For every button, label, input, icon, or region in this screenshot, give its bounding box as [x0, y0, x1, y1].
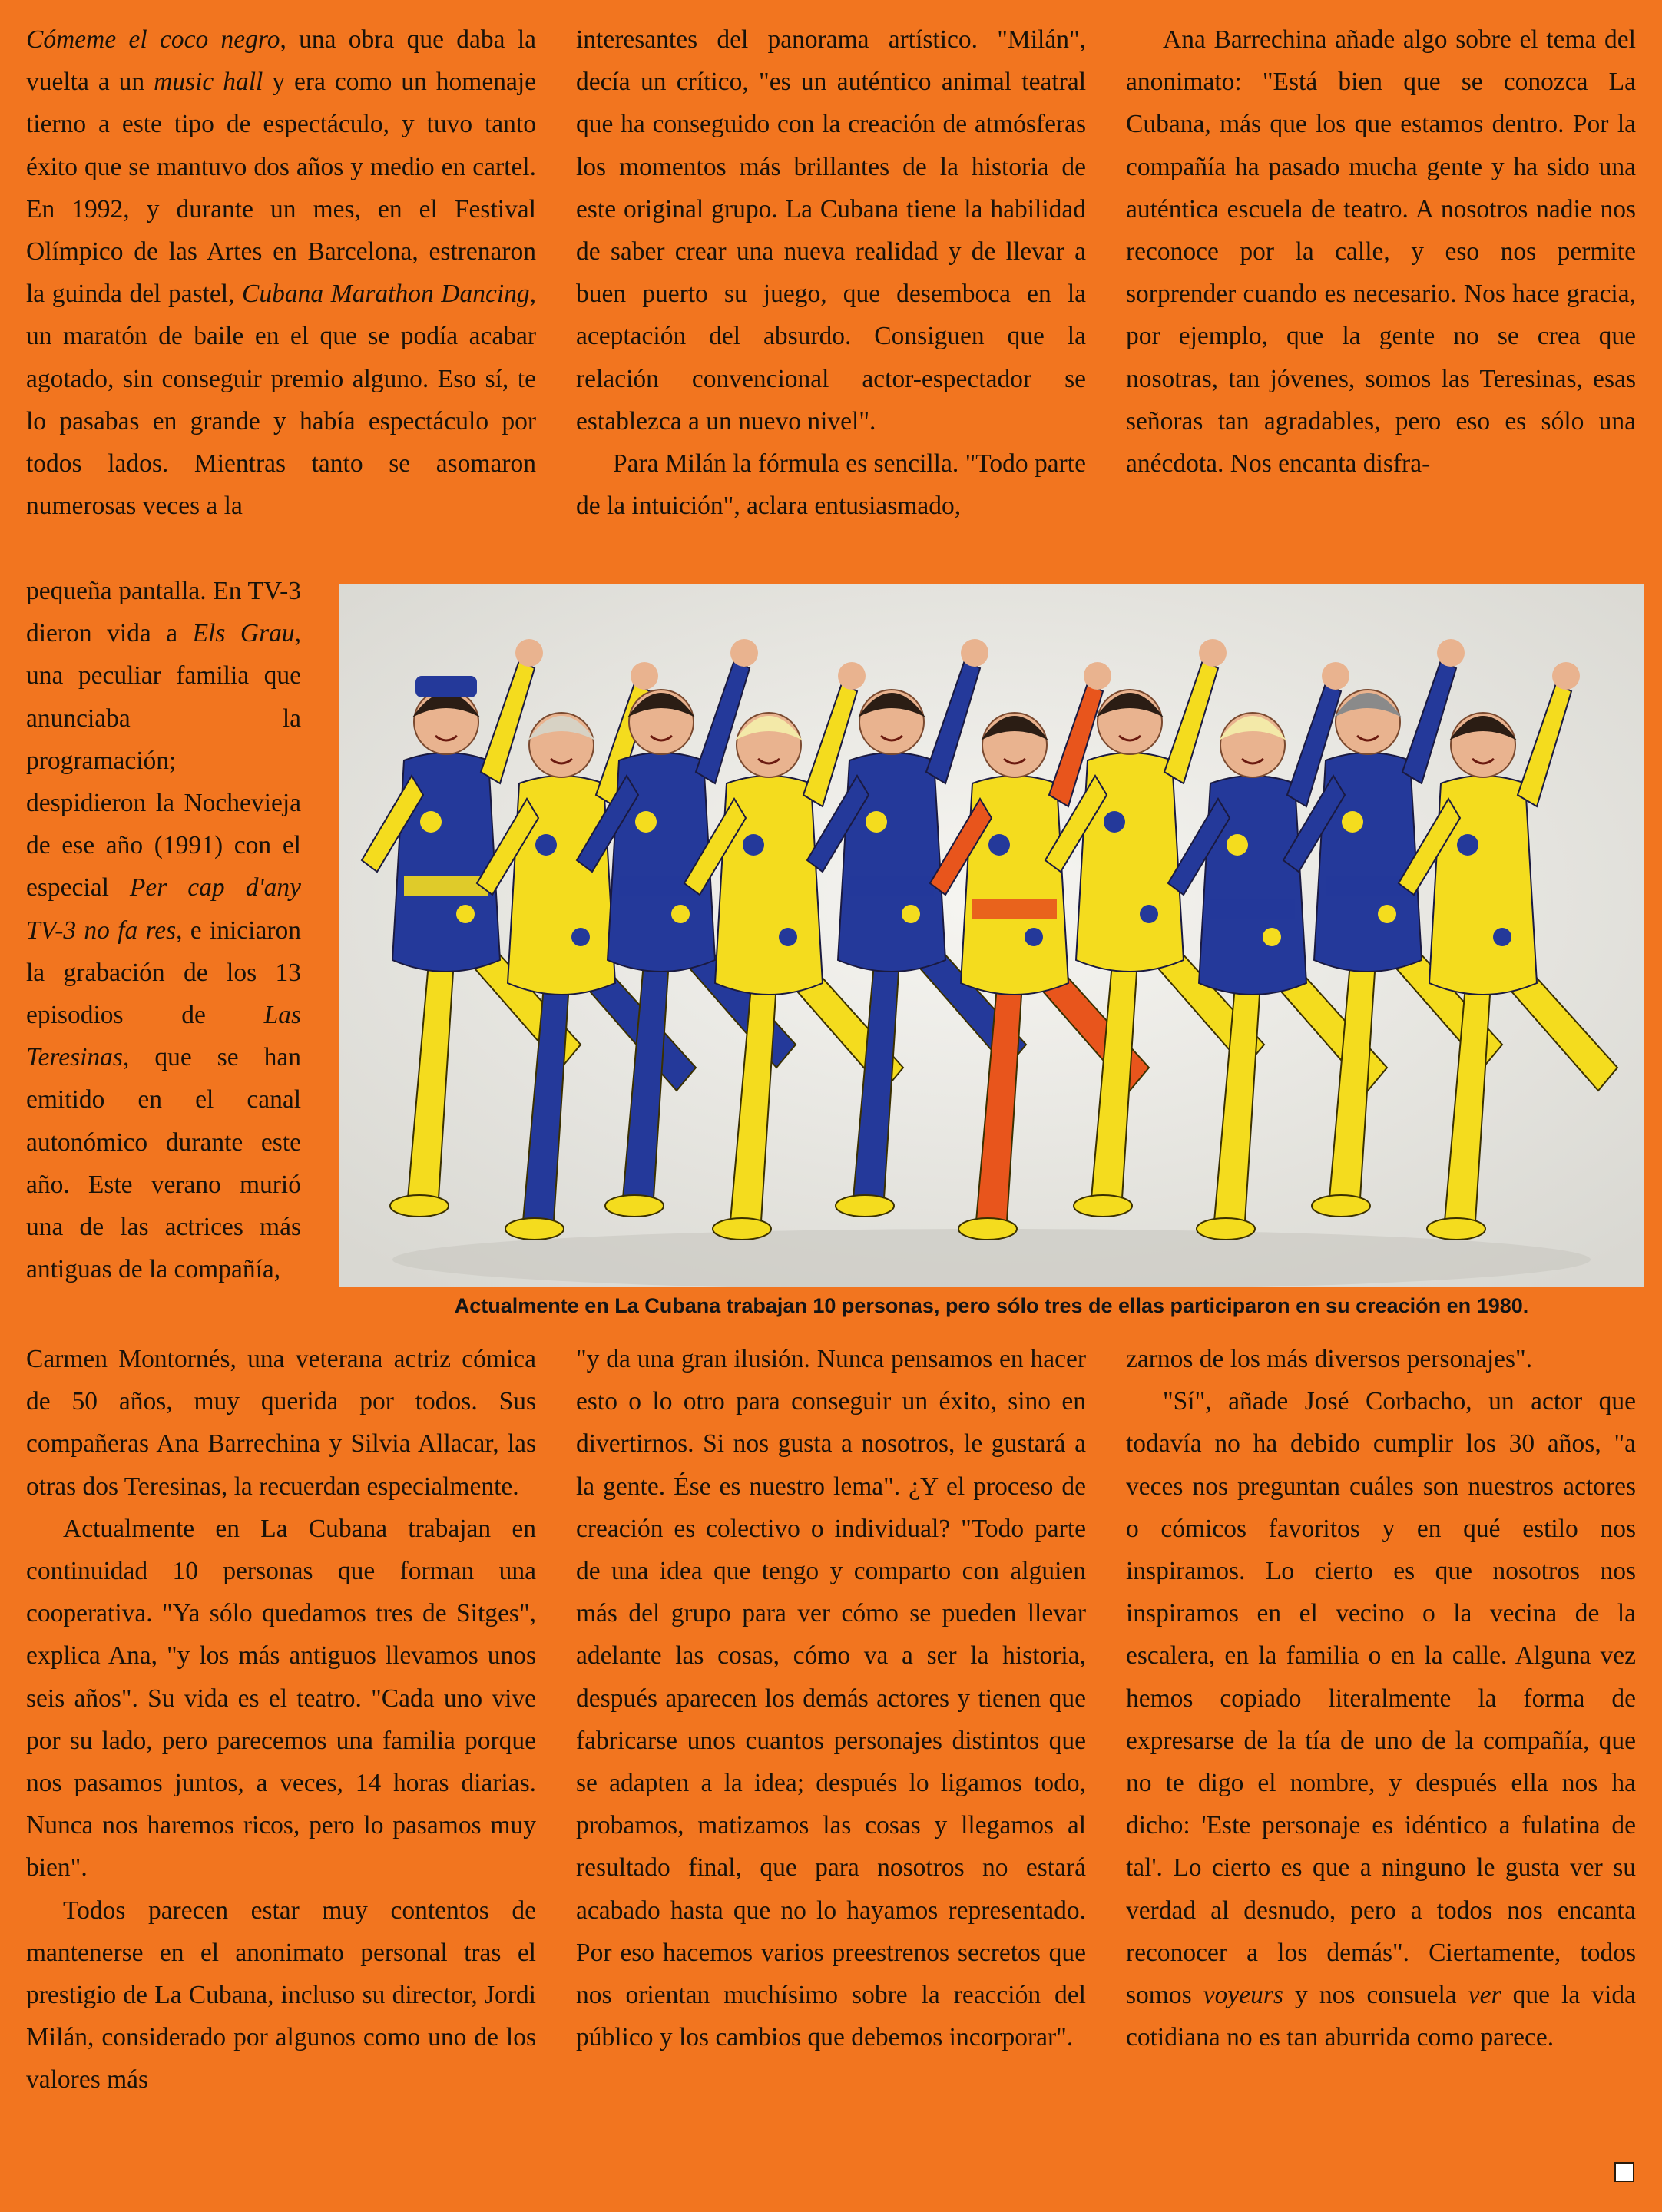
performer-belt: [519, 899, 604, 919]
performer-hand: [1199, 639, 1227, 667]
group-photo: [339, 584, 1644, 1287]
costume-dot: [988, 834, 1010, 856]
costume-dot: [535, 834, 557, 856]
text-run: y nos consuela: [1283, 1981, 1468, 2010]
performer-belt: [1326, 876, 1410, 896]
column-1-top: [26, 18, 536, 527]
performer-hand: [838, 662, 866, 690]
text-italic: voyeurs: [1203, 1981, 1283, 2010]
text-run: , una peculiar familia que anunciaba la programación; despidieron la Nochevieja de ese año (1991) con el especial: [26, 619, 301, 902]
performer-belt: [1088, 876, 1172, 896]
performer-shoe: [836, 1195, 894, 1217]
performer-hand: [631, 662, 658, 690]
costume-dot: [1227, 834, 1248, 856]
paragraph: [1126, 1338, 1636, 1380]
performer-belt: [727, 899, 811, 919]
text-run: "Sí", añade José Corbacho, un actor que todavía no ha debido cumplir los 30 años, "a veces nos preguntan cuáles son nuestros actores o cómicos favoritos y en qué estilo nos inspiramos. Lo cierto es que nosotros nos inspiramos en el vecino o la vecina de la escalera, en la familia o en la calle. Alguna vez hemos copiado literalmente la forma de expresarse de la tía de uno de la compañía, que no te digo el nombre, y después ella nos ha dicho: 'Este personaje es idéntico a fulatina de tal'. Lo cierto es que a ninguno le gusta ver su verdad al desnudo, pero a todos nos encanta reconocer a los demás". Ciertamente, todos somos: [1126, 1387, 1636, 2010]
text-italic: ver: [1468, 1981, 1501, 2010]
text-run: zarnos de los más diversos personajes".: [1126, 1345, 1533, 1373]
column-2-bottom: [576, 1338, 1086, 2058]
text-run: que la vida cotidiana no es tan aburrida como parece.: [1126, 1981, 1636, 2052]
performer-shoe: [1074, 1195, 1132, 1217]
performer-shoe: [958, 1218, 1017, 1240]
costume-dot: [1025, 928, 1043, 946]
title-italic: Cómeme el coco negro: [26, 25, 280, 54]
performer-shoe: [390, 1195, 449, 1217]
performer-shoe: [505, 1218, 564, 1240]
costume-dot: [635, 811, 657, 833]
performer-belt: [1210, 899, 1295, 919]
paragraph: Carmen Montornés, una veterana actriz cómica de 50 años, muy querida por todos. Sus compañeras Ana Barrechina y Silvia Allacar, las otras dos Teresinas, la recuerdan especialmente.: [26, 1345, 536, 1501]
column-3-top: [1126, 18, 1636, 485]
paragraph: [26, 18, 536, 527]
performer-hand: [1084, 662, 1111, 690]
performer-hand: [515, 639, 543, 667]
text-run: y era como un homenaje tierno a este tipo de espectáculo, y tuvo tanto éxito que se mantuvo dos años y medio en cartel. En 1992, y durante un mes, en el Festival Olímpico de las Artes en Barcelona, estrenaron la guinda del pastel,: [26, 68, 536, 309]
costume-dot: [571, 928, 590, 946]
text-run: , que se han emitido en el canal autonómico durante este año. Este verano murió una de las actrices más antiguas de la compañía,: [26, 1043, 301, 1284]
performer-belt: [972, 899, 1057, 919]
column-1-bottom: [26, 1338, 536, 2101]
title-italic: Las Teresinas: [26, 1001, 301, 1072]
paragraph: interesantes del panorama artístico. "Milán", decía un crítico, "es un auténtico animal teatral que ha conseguido con la creación de atmósferas los momentos más brillantes de la historia de este original grupo. La Cubana tiene la habilidad de saber crear una nueva realidad y de llevar a buen puerto su juego, que desemboca en la aceptación del absurdo. Consiguen que la relación convencional actor-espectador se establezca a un nuevo nivel".: [576, 25, 1086, 435]
performer-shoe: [1197, 1218, 1255, 1240]
performer-hand: [1322, 662, 1349, 690]
costume-dot: [1342, 811, 1363, 833]
costume-dot: [1263, 928, 1281, 946]
performer-hand: [730, 639, 758, 667]
performer-belt: [404, 876, 488, 896]
performer-belt: [849, 876, 934, 896]
costume-dot: [1378, 905, 1396, 923]
performer-hand: [961, 639, 988, 667]
text-italic: music hall: [154, 68, 263, 97]
paragraph: Ana Barrechina añade algo sobre el tema del anonimato: "Está bien que se conozca La Cubana, más que los que estamos dentro. Por la compañía ha pasado mucha gente y ha sido una auténtica escuela de teatro. A nosotros nadie nos reconoce por la calle, y eso nos permite sorprender cuando es necesario. Nos hace gracia, por ejemplo, que la gente no se crea que nosotras, tan jóvenes, somos las Teresinas, esas señoras tan agradables, pero eso es sólo una anécdota. Nos encanta disfra-: [1126, 25, 1636, 478]
costume-dot: [420, 811, 442, 833]
costume-dot: [743, 834, 764, 856]
costume-dot: [1140, 905, 1158, 923]
performer-shoe: [605, 1195, 664, 1217]
performer-shoe: [1427, 1218, 1485, 1240]
paragraph: [1126, 1380, 1636, 2058]
performer-cap: [416, 676, 477, 697]
costume-dot: [1457, 834, 1478, 856]
text-run: , e iniciaron la grabación de los 13 episodios de: [26, 916, 301, 1030]
column-3-bottom: [1126, 1338, 1636, 2058]
text-run: , un maratón de baile en el que se podía acabar agotado, sin conseguir premio alguno. Eso sí, te lo pasabas en grande y había espectáculo por todos lados. Mientras tanto se asomaron numerosas veces a la: [26, 280, 537, 521]
paragraph: Para Milán la fórmula es sencilla. "Todo parte de la intuición", aclara entusiasmado,: [576, 449, 1086, 521]
performer-shoe: [1312, 1195, 1370, 1217]
costume-dot: [779, 928, 797, 946]
paragraph: Todos parecen estar muy contentos de mantenerse en el anonimato personal tras el prestigio de La Cubana, incluso su director, Jordi Milán, considerado por algunos como uno de los valores más: [26, 1896, 536, 2094]
paragraph: "y da una gran ilusión. Nunca pensamos en hacer esto o lo otro para conseguir un éxito, sino en divertirnos. Si nos gusta a nosotros, le gustará a la gente. Ése es nuestro lema". ¿Y el proceso de creación es colectivo o individual? "Todo parte de una idea que tengo y comparto con alguien más del grupo para ver cómo se pueden llevar adelante las cosas, cómo va a ser la historia, después aparecen los demás actores y tienen que fabricarse unos cuantos personajes distintos que se adapten a la idea; después lo ligamos todo, probamos, matizamos las cosas y llegamos al resultado final, que para nosotros no estará acabado hasta que no lo hayamos representado. Por eso hacemos varios preestrenos secretos que nos orientan muchísimo sobre la reacción del público y los cambios que debemos incorporar".: [576, 1345, 1086, 2052]
costume-dot: [456, 905, 475, 923]
costume-dot: [866, 811, 887, 833]
costume-dot: [902, 905, 920, 923]
text-run: pequeña pantalla. En TV-3 dieron vida a: [26, 577, 301, 648]
title-italic: Els Grau: [192, 619, 295, 648]
paragraph: Actualmente en La Cubana trabajan en continuidad 10 personas que forman una cooperativa. "Ya sólo quedamos tres de Sitges", explica Ana, "y los más antiguos llevamos unos seis años". Su vida es el teatro. "Cada uno vive por su lado, pero parecemos una familia porque nos pasamos juntos, a veces, 14 horas diarias. Nunca nos haremos ricos, pero lo pasamos muy bien".: [26, 1514, 536, 1883]
group-photo-illustration: [339, 584, 1644, 1287]
title-italic: Cubana Marathon Dancing: [242, 280, 530, 309]
performer-hand: [1437, 639, 1465, 667]
performer-shoe: [713, 1218, 771, 1240]
photo-caption: Actualmente en La Cubana trabajan 10 personas, pero sólo tres de ellas participaron en su creación en 1980.: [454, 1294, 1529, 1317]
end-of-article-mark: [1614, 2162, 1634, 2182]
costume-dot: [1493, 928, 1511, 946]
column-1-side: [26, 570, 301, 1290]
performer-hand: [1552, 662, 1580, 690]
text-run: , una obra que daba la vuelta a un: [26, 25, 536, 97]
column-2-top: [576, 18, 1086, 527]
costume-dot: [671, 905, 690, 923]
costume-dot: [1104, 811, 1125, 833]
title-italic: Per cap d'any TV-3 no fa res: [26, 873, 301, 945]
performer-belt: [1441, 899, 1525, 919]
paragraph: [26, 570, 301, 1290]
